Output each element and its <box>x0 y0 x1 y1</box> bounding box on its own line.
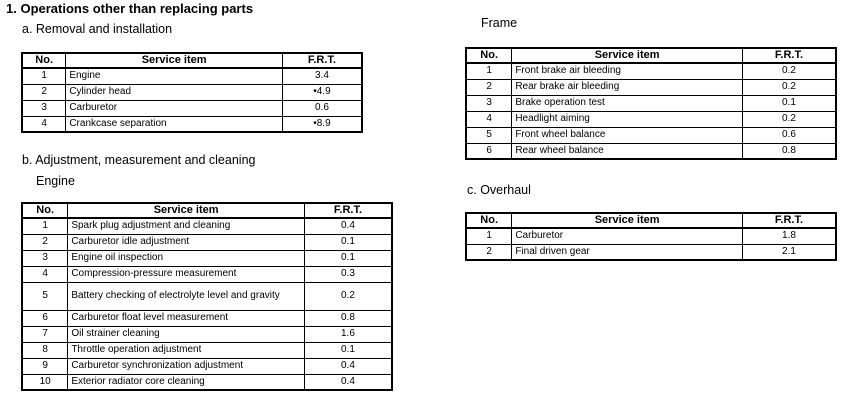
row-no: 6 <box>22 310 68 326</box>
table-row <box>466 63 836 79</box>
section-heading: 1. Operations other than replacing parts <box>6 1 254 16</box>
row-service-item: Carburetor <box>512 228 743 244</box>
row-service-item: Throttle operation adjustment <box>68 342 305 358</box>
row-no: 10 <box>22 374 68 390</box>
table-row <box>466 127 836 143</box>
engine-subheading: Engine <box>36 174 75 188</box>
table-row <box>466 244 836 260</box>
row-no: 6 <box>466 143 512 159</box>
table-row <box>22 84 362 100</box>
row-service-item: Carburetor synchronization adjustment <box>68 358 305 374</box>
row-no: 1 <box>22 218 68 234</box>
row-service-item: Front brake air bleeding <box>512 63 743 79</box>
row-frt: 0.1 <box>742 95 836 111</box>
row-service-item: Compression-pressure measurement <box>68 266 305 282</box>
table-row <box>22 310 392 326</box>
col-header-service-item: Service item <box>66 53 283 68</box>
row-service-item: Cylinder head <box>66 84 283 100</box>
row-no: 7 <box>22 326 68 342</box>
col-header-service-item: Service item <box>68 203 305 218</box>
row-frt: 0.8 <box>742 143 836 159</box>
row-service-item: Engine oil inspection <box>68 250 305 266</box>
row-service-item: Exterior radiator core cleaning <box>68 374 305 390</box>
row-no: 2 <box>22 84 66 100</box>
section-a-title: a. Removal and installation <box>22 22 173 36</box>
row-no: 2 <box>466 79 512 95</box>
row-service-item: Crankcase separation <box>66 116 283 132</box>
row-no: 1 <box>22 68 66 84</box>
row-service-item: Carburetor idle adjustment <box>68 234 305 250</box>
row-service-item: Rear wheel balance <box>512 143 743 159</box>
section-c-title: c. Overhaul <box>467 183 531 197</box>
col-header-service-item: Service item <box>512 213 743 228</box>
col-header-service-item: Service item <box>512 48 743 63</box>
row-frt: 1.8 <box>742 228 836 244</box>
row-no: 8 <box>22 342 68 358</box>
table-row <box>22 68 362 84</box>
overhaul-table <box>465 212 837 261</box>
row-no: 3 <box>22 100 66 116</box>
removal-installation-table <box>21 52 363 133</box>
col-header-frt: F.R.T. <box>304 203 392 218</box>
row-frt: 0.2 <box>742 111 836 127</box>
row-no: 3 <box>466 95 512 111</box>
row-frt: 0.1 <box>304 234 392 250</box>
table-row <box>22 218 392 234</box>
engine-adjustment-table <box>21 202 393 391</box>
col-header-frt: F.R.T. <box>282 53 362 68</box>
row-service-item: Headlight aiming <box>512 111 743 127</box>
row-service-item: Carburetor <box>66 100 283 116</box>
table-row <box>466 143 836 159</box>
row-frt: •4.9 <box>282 84 362 100</box>
row-no: 3 <box>22 250 68 266</box>
row-no: 2 <box>22 234 68 250</box>
frame-adjustment-table <box>465 47 837 160</box>
table-row <box>22 100 362 116</box>
col-header-no: No. <box>22 203 68 218</box>
row-no: 4 <box>22 266 68 282</box>
table-row <box>22 282 392 310</box>
table-row <box>22 342 392 358</box>
table-row <box>22 250 392 266</box>
table-row <box>466 95 836 111</box>
row-service-item: Front wheel balance <box>512 127 743 143</box>
row-no: 4 <box>22 116 66 132</box>
table-row <box>466 111 836 127</box>
row-no: 2 <box>466 244 512 260</box>
row-service-item: Battery checking of electrolyte level and gravity <box>68 282 305 310</box>
col-header-frt: F.R.T. <box>742 213 836 228</box>
row-service-item: Engine <box>66 68 283 84</box>
table-row <box>22 266 392 282</box>
row-frt: 0.3 <box>304 266 392 282</box>
row-frt: 0.1 <box>304 342 392 358</box>
row-no: 5 <box>22 282 68 310</box>
col-header-no: No. <box>466 213 512 228</box>
table-row <box>22 116 362 132</box>
row-frt: 0.6 <box>742 127 836 143</box>
row-frt: 0.2 <box>304 282 392 310</box>
row-frt: 0.4 <box>304 374 392 390</box>
row-no: 1 <box>466 63 512 79</box>
row-frt: 2.1 <box>742 244 836 260</box>
row-frt: 0.2 <box>742 79 836 95</box>
row-no: 4 <box>466 111 512 127</box>
row-no: 1 <box>466 228 512 244</box>
table-row <box>466 79 836 95</box>
frame-subheading: Frame <box>481 16 518 30</box>
table-row <box>466 228 836 244</box>
row-no: 5 <box>466 127 512 143</box>
row-service-item: Oil strainer cleaning <box>68 326 305 342</box>
row-service-item: Carburetor float level measurement <box>68 310 305 326</box>
row-frt: 0.1 <box>304 250 392 266</box>
table-row <box>22 326 392 342</box>
col-header-frt: F.R.T. <box>742 48 836 63</box>
row-service-item: Brake operation test <box>512 95 743 111</box>
row-service-item: Spark plug adjustment and cleaning <box>68 218 305 234</box>
row-frt: 0.2 <box>742 63 836 79</box>
section-b-title: b. Adjustment, measurement and cleaning <box>22 153 256 167</box>
row-frt: 0.6 <box>282 100 362 116</box>
row-service-item: Rear brake air bleeding <box>512 79 743 95</box>
row-frt: 3.4 <box>282 68 362 84</box>
row-frt: 0.8 <box>304 310 392 326</box>
row-no: 9 <box>22 358 68 374</box>
row-service-item: Final driven gear <box>512 244 743 260</box>
row-frt: 0.4 <box>304 218 392 234</box>
col-header-no: No. <box>22 53 66 68</box>
table-row <box>22 234 392 250</box>
table-row <box>22 374 392 390</box>
row-frt: •8.9 <box>282 116 362 132</box>
table-row <box>22 358 392 374</box>
col-header-no: No. <box>466 48 512 63</box>
row-frt: 1.6 <box>304 326 392 342</box>
row-frt: 0.4 <box>304 358 392 374</box>
